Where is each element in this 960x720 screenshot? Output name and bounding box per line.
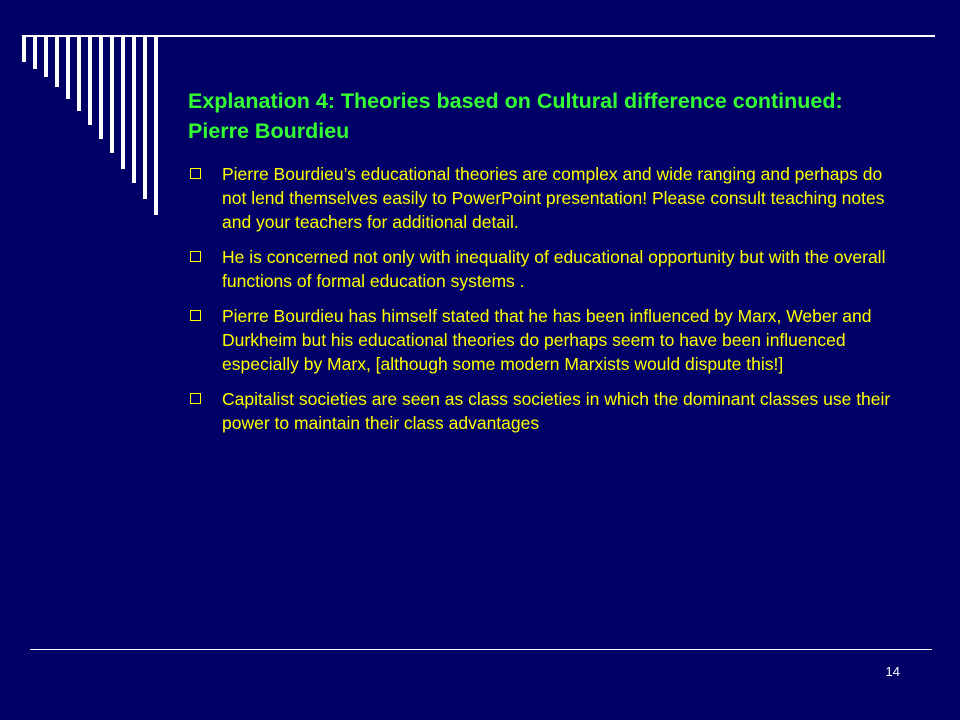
decorative-bar: [33, 37, 37, 69]
bullet-text: Pierre Bourdieu’s educational theories are complex and wide ranging and perhaps do not lend themselves easily to PowerPoint presentation! Please consult teaching notes and your teachers for additional detail.: [222, 164, 885, 232]
decorative-bar: [121, 37, 125, 169]
decorative-bar: [143, 37, 147, 199]
bullet-item: [188, 245, 908, 293]
bullet-text: Pierre Bourdieu has himself stated that he has been influenced by Marx, Weber and Durkheim but his educational theories do perhaps seem to have been influenced especially by Marx, [although some modern Marxists would dispute this!]: [222, 306, 872, 374]
hollow-square-icon: [190, 251, 201, 262]
bullet-item: [188, 387, 908, 435]
bullet-item: [188, 162, 908, 234]
bullet-text: Capitalist societies are seen as class societies in which the dominant classes use their power to maintain their class advantages: [222, 389, 891, 433]
bullet-text: He is concerned not only with inequality of educational opportunity but with the overall functions of formal education systems .: [222, 247, 886, 291]
decorative-bar: [99, 37, 103, 139]
top-rule: [22, 35, 935, 37]
slide-title: Explanation 4: Theories based on Cultural difference continued: Pierre Bourdieu: [188, 89, 843, 143]
bottom-rule: [30, 649, 932, 650]
decorative-bar: [22, 37, 26, 62]
decorative-bar: [88, 37, 92, 125]
decorative-bar: [77, 37, 81, 111]
bullet-list: [188, 162, 908, 446]
decorative-bar: [110, 37, 114, 153]
page-number: 14: [885, 664, 900, 679]
hollow-square-icon: [190, 393, 201, 404]
decorative-bar: [132, 37, 136, 183]
decorative-bar: [154, 37, 158, 215]
bullet-item: [188, 304, 908, 376]
decorative-bar: [66, 37, 70, 99]
decorative-bar: [44, 37, 48, 77]
hollow-square-icon: [190, 310, 201, 321]
decorative-bar: [55, 37, 59, 87]
hollow-square-icon: [190, 168, 201, 179]
